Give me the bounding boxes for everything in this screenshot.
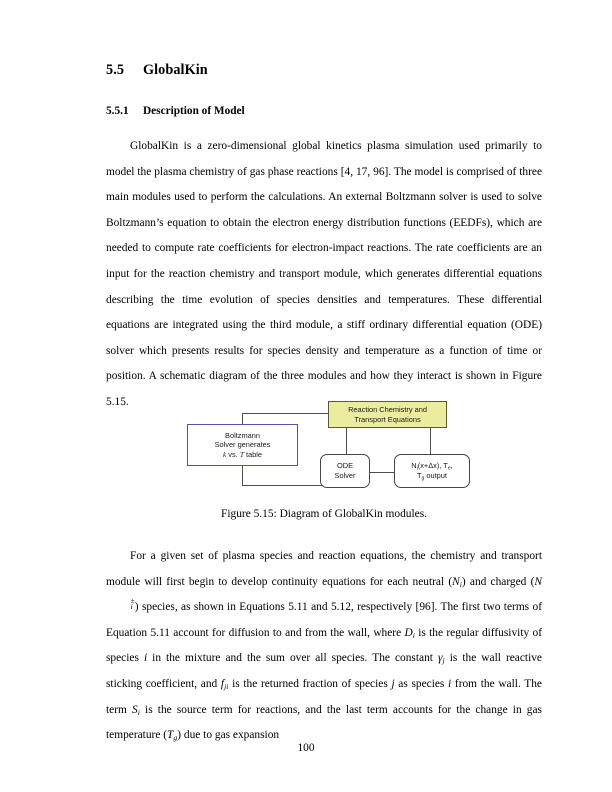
- boltzmann-text: [215, 431, 271, 460]
- page-content: [106, 62, 542, 416]
- boltzmann-vs: vs.: [226, 449, 240, 459]
- diagram-canvas: [106, 398, 542, 498]
- paragraph-continuity-equations: [106, 544, 542, 749]
- diagram-box-reaction-chemistry[interactable]: [328, 401, 447, 428]
- diagram-box-ode-solver[interactable]: [320, 454, 370, 488]
- p2-symbol-S: S: [132, 703, 138, 716]
- figure-caption-text: Diagram of GlobalKin modules.: [279, 508, 427, 520]
- diagram-box-boltzmann[interactable]: [187, 424, 298, 466]
- spacer-after-subsection: [106, 117, 542, 134]
- reaction-text: [348, 405, 427, 424]
- output-sub-g: g: [421, 475, 425, 482]
- boltzmann-line-1: Boltzmann: [225, 430, 260, 440]
- output-text: [411, 461, 452, 480]
- section-number: 5.5: [106, 62, 125, 78]
- output-sub-e: e: [447, 465, 451, 472]
- connector-reaction-to-ode: [346, 427, 347, 456]
- p2-sub-j1: j: [442, 656, 445, 666]
- ode-text: [335, 461, 356, 480]
- p2-part-b: ) and charged (: [461, 575, 535, 588]
- connector-reaction-to-output: [430, 427, 431, 456]
- output-symbol-N: N: [411, 461, 417, 471]
- reaction-line-1: Reaction Chemistry and: [348, 404, 427, 414]
- p2-symbol-j2: j: [391, 677, 395, 690]
- figure-caption-label: Figure 5.15:: [221, 508, 277, 520]
- output-line-1-comma: ,: [450, 461, 453, 471]
- p2-sub-i1: i: [459, 579, 462, 589]
- p2-part-c: ) species, as shown in Equations 5.11 and 5.12, respectively [96]. The first two terms of Equation 5.11 account for diffusion to and from the wall, where: [106, 601, 542, 639]
- diagram-box-output[interactable]: [394, 454, 470, 488]
- p2-part-h: as species: [394, 677, 449, 690]
- p2-symbol-i4: i: [143, 652, 148, 665]
- p2-symbol-D: D: [404, 626, 413, 639]
- p2-symbol-f: f: [220, 677, 225, 690]
- page-number: 100: [297, 742, 315, 754]
- output-line-2-tail: output: [424, 471, 447, 480]
- p2-sub-i3: i: [412, 630, 415, 640]
- subsection-number: 5.5.1: [106, 105, 129, 117]
- p2-part-d: is the regular diffusivity of species: [106, 626, 543, 665]
- p2-part-j: is the source term for reactions, and the last term accounts for the change in gas temperature (: [106, 703, 542, 742]
- boltzmann-symbol-k: k: [222, 449, 227, 459]
- p2-sub-i2: i: [130, 602, 133, 612]
- p2-part-e: in the mixture and the sum over all species. The constant: [147, 652, 438, 665]
- p2-symbol-gamma: γ: [438, 652, 443, 665]
- output-sub-i: i: [416, 465, 418, 472]
- boltzmann-symbol-T: T: [239, 449, 244, 459]
- p2-sub-g: g: [173, 733, 178, 743]
- p2-symbol-N1: N: [452, 575, 460, 588]
- p2-sub-ji: ji: [224, 681, 229, 691]
- p2-part-k: ) due to gas expansion: [177, 729, 280, 742]
- boltzmann-line-3-tail: table: [243, 449, 263, 459]
- output-line-1-mid: (x+Δx), T: [417, 461, 448, 471]
- spacer-after-section: [106, 79, 542, 105]
- p2-sup-pm: ±: [130, 595, 135, 605]
- section-title: GlobalKin: [143, 62, 208, 78]
- section-heading: [106, 62, 542, 79]
- figure-globalkin-modules: [106, 398, 542, 522]
- p2-part-i: from the wall. The term: [106, 677, 542, 716]
- boltzmann-line-2: Solver generates: [214, 440, 271, 450]
- connector-top-horizontal: [242, 413, 330, 414]
- p2-sub-i6: i: [137, 707, 140, 717]
- p2-part-f: is the wall reactive sticking coefficient, and: [106, 652, 542, 690]
- paragraph-intro: GlobalKin is a zero-dimensional global kinetics plasma simulation used primarily to model the plasma chemistry of gas phase reactions [4, 17, 96]. The model is comprised of three main modules used to perform the calculations. An external Boltzmann solver is used to solve Boltzmann’s equation to obtain the electron energy distribution functions (EEDFs), which are needed to compute rate coefficients for electron-impact reactions. The rate coefficients are an input for the reaction chemistry and transport module, which generates differential equations describing the time evolution of species densities and temperatures. These differential equations are integrated using the third module, a stiff ordinary differential equation (ODE) solver which presents results for species density and temperature as a function of time or position. A schematic diagram of the three modules and how they interact is shown in Figure 5.15.: [106, 140, 542, 408]
- figure-caption: [106, 506, 542, 522]
- p2-part-g: is the returned fraction of species: [228, 677, 392, 690]
- connector-bottom-horizontal-to-ode: [242, 485, 324, 486]
- subsection-title: Description of Model: [143, 105, 245, 117]
- p2-symbol-Tg: T: [167, 729, 174, 742]
- p2-supsub-charged: [107, 595, 135, 612]
- reaction-line-2: Transport Equations: [354, 414, 421, 424]
- paragraph-continuity-equations-wrap: [106, 544, 542, 749]
- output-symbol-T: T: [417, 471, 422, 480]
- p2-symbol-N2: N: [534, 575, 542, 588]
- p2-part-a: For a given set of plasma species and reaction equations, the chemistry and transport module will first begin to develop continuity equations for each neutral (: [106, 550, 542, 588]
- ode-line-1: ODE: [336, 461, 353, 471]
- subsection-heading: [106, 105, 542, 117]
- connector-ode-to-output: [368, 472, 396, 473]
- p2-symbol-i5: i: [448, 677, 452, 690]
- ode-line-2: Solver: [334, 471, 356, 480]
